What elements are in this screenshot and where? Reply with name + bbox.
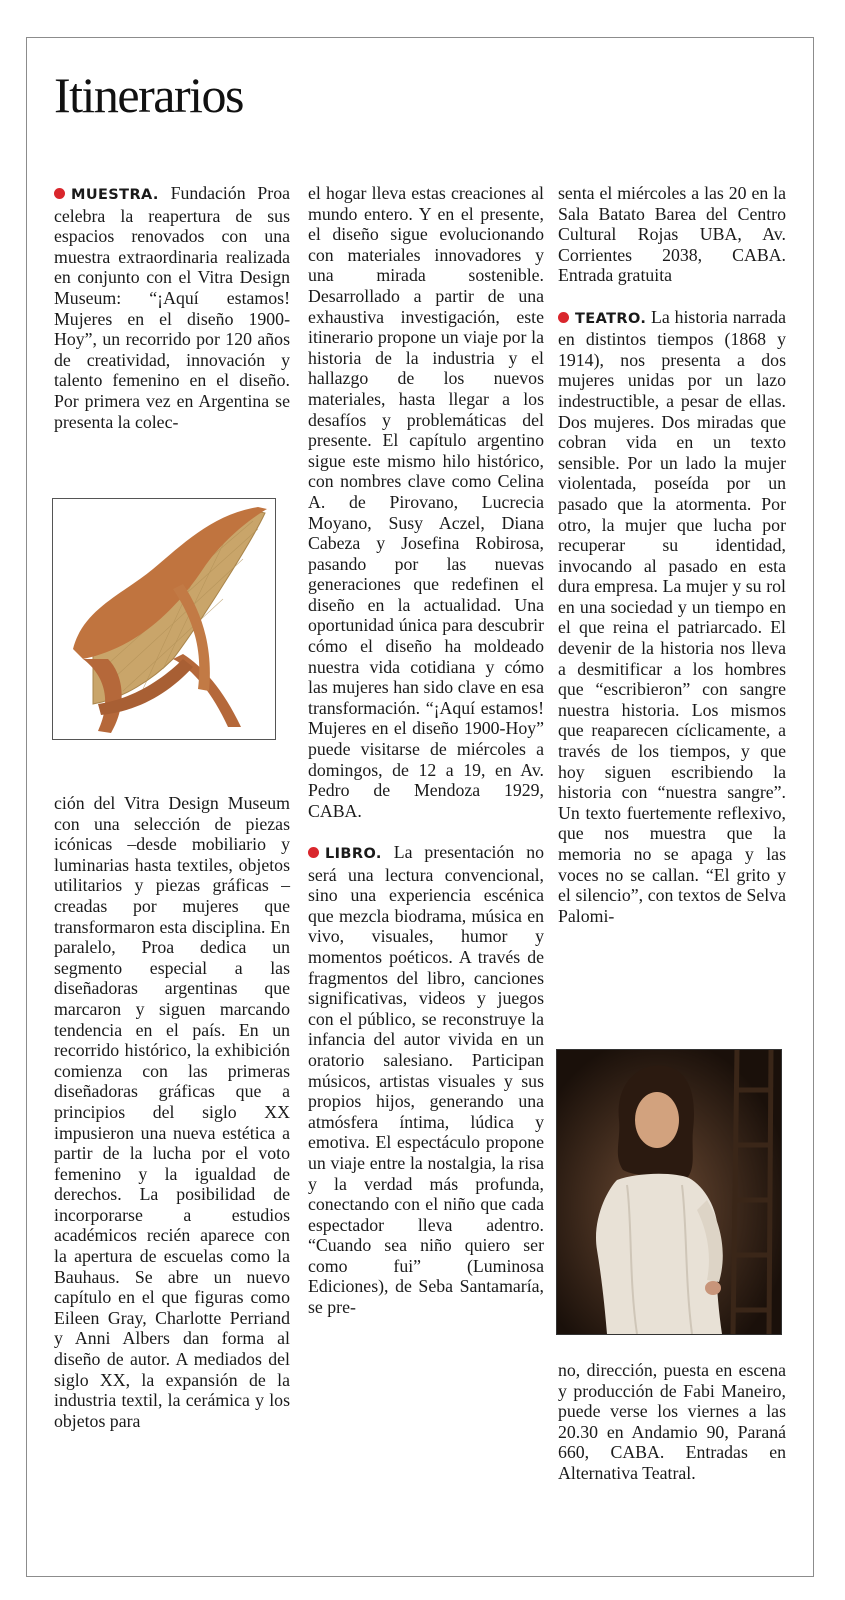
article-muestra-continued: el hogar lleva estas creaciones al mundo entero. Y en el presente, el diseño sigue evolucionando con materiales innovadores y una mirada sostenible. Desarrollado a partir de una exhaustiva investigación, este itinerario propone un viaje por la historia de la industria y el hallazgo de los nuevos materiales, hasta llegar a los desafíos y problemáticas del presente. El capítulo argentino sigue este mismo hilo histórico, con nombres clave como Celina A. de Pirovano, Lucrecia Moyano, Susy Aczel, Diana Cabeza y Josefina Robirosa, pasando por las nuevas generaciones que redefinen el diseño en la actualidad. Una oportunidad única para descubrir cómo el diseño ha moldeado nuestra vida cotidiana y cómo las mujeres han sido clave en esa transformación. “¡Aquí estamos! Mujeres en el diseño 1900-Hoy” puede visitarse de miércoles a domingos, de 12 a 19, en Av. Pedro de Mendoza 1929, CABA. (308, 183, 544, 821)
actress-on-stage-illustration (557, 1050, 781, 1334)
article-text: La presentación no será una lectura convencional, sino una experiencia escénica que mezcla biodrama, música en vivo, visuales, humor y momentos poéticos. A través de fragmentos del libro, canciones significativas, videos y juegos con el público, se reconstruye la infancia del autor vivida en un oratorio salesiano. Participan músicos, artistas visuales y sus propios hijos, generando una atmósfera íntima, lúdica y emotiva. El espectáculo propone un viaje entre la nostalgia, la risa y la verdad más profunda, conectando con el niño que cada espectador lleva adentro. “Cuando sea niño quiero ser como fui” (Luminosa Ediciones), de Seba Santamaría, se pre- (308, 842, 544, 1318)
section-label-teatro: TEATRO. (575, 310, 647, 327)
butaque-chair-illustration (53, 499, 275, 739)
red-dot-icon (308, 847, 319, 858)
column-3-top (558, 183, 786, 926)
section-label-muestra: MUESTRA. (71, 187, 159, 203)
red-dot-icon (558, 312, 569, 323)
column-3-bottom (558, 1360, 786, 1484)
article-teatro-continued: no, dirección, puesta en escena y producción de Fabi Maneiro, puede verse los viernes a las 20.30 en Andamio 90, Paraná 660, CABA. Entradas en Alternativa Teatral. (558, 1360, 786, 1483)
section-label-libro: LIBRO. (325, 846, 382, 862)
article-muestra-intro (54, 183, 290, 432)
chair-photo (52, 498, 276, 740)
article-text: Fundación Proa celebra la reapertura de sus espacios renovados con una muestra extraordinaria realizada en conjunto con el Vitra Design Museum: “¡Aquí estamos! Mujeres en el diseño 1900-Hoy”, un recorrido por 120 años de creatividad, innovación y talento femenino en el diseño. Por primera vez en Argentina se presenta la colec- (54, 183, 290, 432)
page-title: Itinerarios (54, 67, 243, 123)
article-libro (308, 842, 544, 1318)
column-2 (308, 183, 544, 1318)
theater-photo (556, 1049, 782, 1335)
column-1-top (54, 183, 290, 432)
column-1-bottom (54, 793, 290, 1431)
article-libro-continued: senta el miércoles a las 20 en la Sala Batato Barea del Centro Cultural Rojas UBA, Av. Corrientes 2038, CABA. Entrada gratuita (558, 183, 786, 286)
article-text: La historia narrada en distintos tiempos (1868 y 1914), nos presenta a dos mujeres unidas por un lazo indestructible, a pesar de ellas. Dos mujeres. Dos miradas que cobran vida en un texto sensible. Por un lado la mujer violentada, poseída por un pasado que la atormenta. Por otro, la mujer que lucha por recuperar su identidad, invocando al pasado en esta dura empresa. La mujer y su rol en una sociedad y un tiempo en el que reina el patriarcado. El devenir de la historia nos lleva a desmitificar a los hombres que “escribieron” con sangre nuestra historia. Los mismos que reaparecen cíclicamente, a través de los tiempos, y que hoy siguen escribiendo la historia con “nuestra sangre”. Un texto fuertemente reflexivo, que nos muestra que la memoria no se apaga y las voces no se callan. “El grito y el silencio”, con textos de Selva Palomi- (558, 306, 786, 926)
article-text: ción del Vitra Design Museum con una selección de piezas icónicas –desde mobiliario y luminarias hasta textiles, objetos utilitarios y piezas gráficas –creadas por mujeres que transformaron esta disciplina. En paralelo, Proa dedica un segmento especial a las diseñadoras argentinas que marcaron y siguen marcando tendencia en el país. En un recorrido histórico, la exhibición comienza con las primeras diseñadoras gráficas que a principios del siglo XX impusieron una nueva estética a partir de la lucha por el voto femenino y la igualdad de derechos. La posibilidad de incorporarse a estudios académicos recién aparece con la apertura de escuelas como la Bauhaus. Se abre un nuevo capítulo en el que figuras como Eileen Gray, Charlotte Perriand y Anni Albers dan forma al diseño de autor. A mediados del siglo XX, la expansión de la industria textil, la cerámica y los objetos para (54, 793, 290, 1431)
red-dot-icon (54, 188, 65, 199)
article-teatro (558, 307, 786, 927)
